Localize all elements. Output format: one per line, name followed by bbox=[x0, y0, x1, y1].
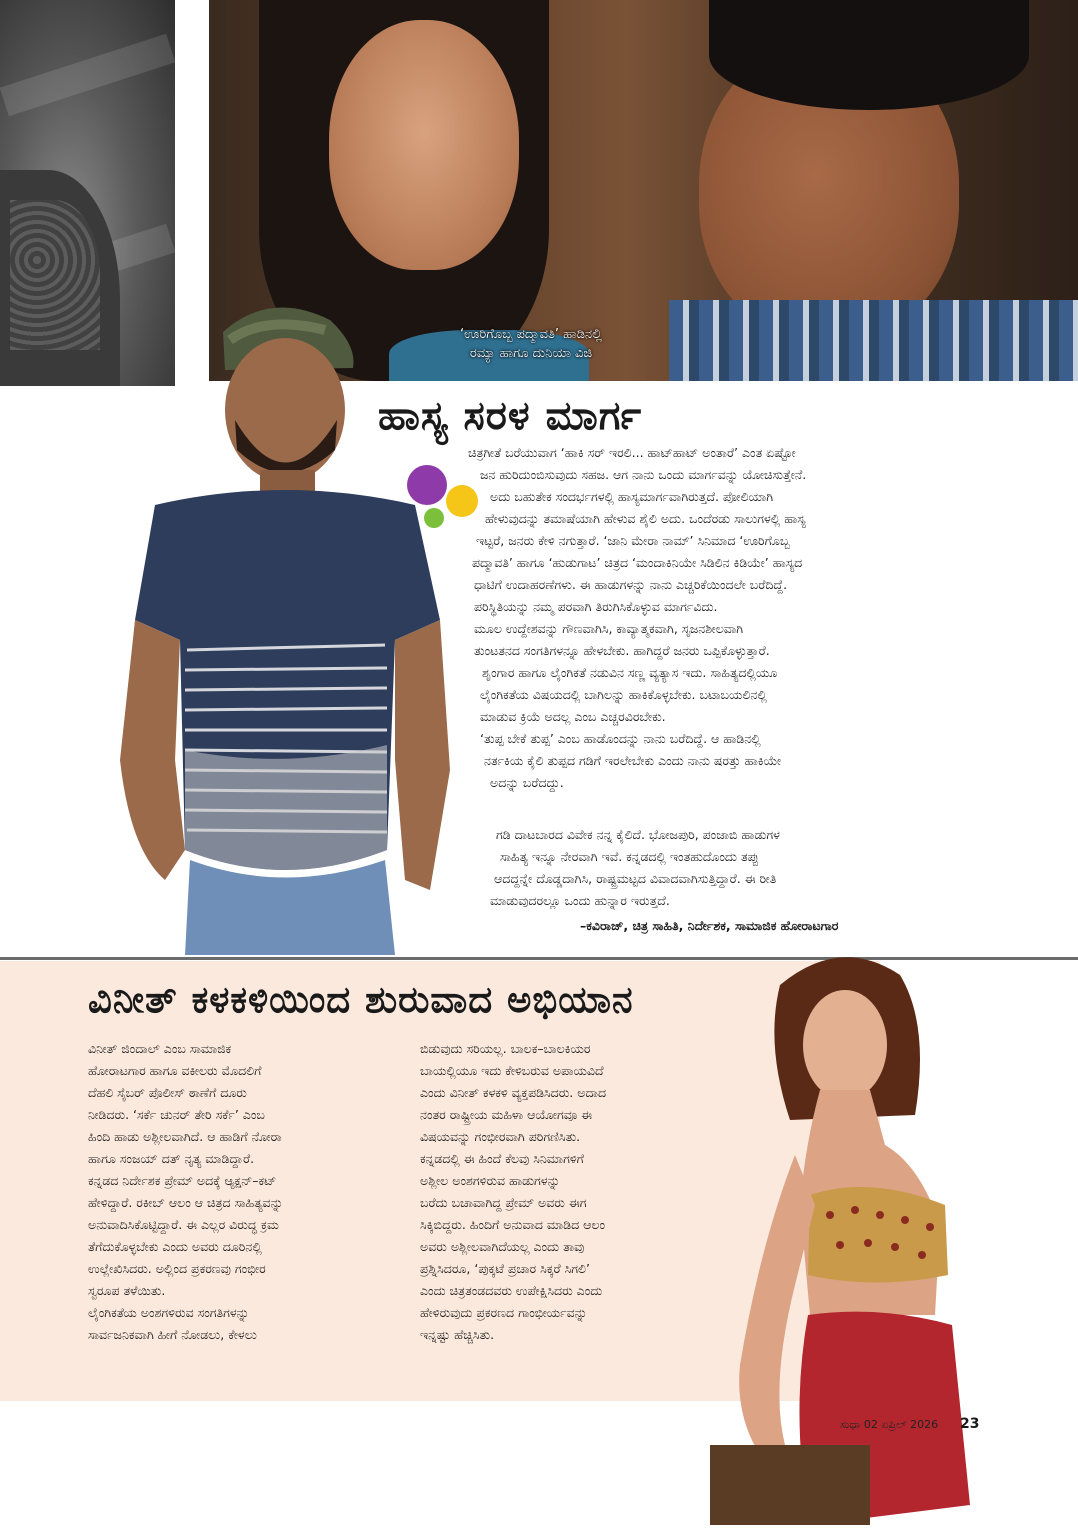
section1-line: ಲೈಂಗಿಕತೆಯ ವಿಷಯದಲ್ಲಿ ಬಾಗಿಲನ್ನು ಹಾಕಿಕೊಳ್ಳಬೇಕು. ಬಟಾಬಯಲಿನಲ್ಲಿ bbox=[480, 687, 767, 702]
section1-line: ಶೃಂಗಾರ ಹಾಗೂ ಲೈಂಗಿಕತೆ ನಡುವಿನ ಸಣ್ಣ ವ್ಯತ್ಯಾಸ ಇದು. ಸಾಹಿತ್ಯದಲ್ಲಿಯೂ bbox=[482, 665, 778, 680]
section1-line: ಪರಿಸ್ಥಿತಿಯನ್ನು ನಮ್ಮ ಪರವಾಗಿ ತಿರುಗಿಸಿಕೊಳ್ಳುವ ಮಾರ್ಗವಿದು. bbox=[474, 599, 718, 614]
section1-signature: –ಕವಿರಾಜ್, ಚಿತ್ರ ಸಾಹಿತಿ, ನಿರ್ದೇಶಕ, ಸಾಮಾಜಿಕ ಹೋರಾಟಗಾರ bbox=[580, 918, 839, 933]
section2-col2-line: ಎಂದು ಚಿತ್ರತಂಡದವರು ಉಪೇಕ್ಷಿಸಿದರು ಎಂದು bbox=[420, 1283, 603, 1298]
section2-col2-line: ಹೇಳಿರುವುದು ಪ್ರಕರಣದ ಗಾಂಭೀರ್ಯವನ್ನು bbox=[420, 1305, 588, 1320]
section2-col2-line: ಬಾಯಲ್ಲಿಯೂ ಇದು ಕೇಳಿಬರುವ ಅಪಾಯವಿದೆ bbox=[420, 1063, 604, 1078]
section2-col1-line: ಕನ್ನಡದ ನಿರ್ದೇಶಕ ಪ್ರೇಮ್ ಅದಕ್ಕೆ ಆ್ಯಕ್ಷನ್–ಕಟ್ bbox=[88, 1173, 277, 1188]
section2-col1-line: ಹೇಳಿದ್ದಾರೆ. ರಕೀಬ್ ಆಲಂ ಆ ಚಿತ್ರದ ಸಾಹಿತ್ಯವನ್ನು bbox=[88, 1195, 284, 1210]
author-figure bbox=[95, 290, 475, 955]
footer-issue: ಸುಧಾ 02 ಏಪ್ರಿಲ್ 2026 bbox=[840, 1418, 939, 1431]
section2-col1-line: ಸಾರ್ವಜನಿಕವಾಗಿ ಹೀಗೆ ನೋಡಲು, ಕೇಳಲು bbox=[88, 1327, 257, 1342]
section2-col1-line: ತೆಗೆದುಕೊಳ್ಳಬೇಕು ಎಂದು ಅವರು ದೂರಿನಲ್ಲಿ bbox=[88, 1239, 262, 1254]
section2-col1-line: ಹಾಗೂ ಸಂಜಯ್ ದತ್ ನೃತ್ಯ ಮಾಡಿದ್ದಾರೆ. bbox=[88, 1151, 255, 1166]
section1-line: ಮೂಲ ಉದ್ದೇಶವನ್ನು ಗೌಣವಾಗಿಸಿ, ಕಾವ್ಯಾತ್ಮಕವಾಗಿ, ಸೃಜನಶೀಲವಾಗಿ bbox=[474, 621, 744, 636]
caption-line-1: ‘ಊರಿಗೊಬ್ಬ ಪದ್ಮಾವತಿ’ ಹಾಡಿನಲ್ಲಿ bbox=[460, 327, 602, 342]
decorative-dots-icon bbox=[405, 463, 485, 533]
section2-col2-line: ನಂತರ ರಾಷ್ಟ್ರೀಯ ಮಹಿಳಾ ಆಯೋಗವೂ ಈ bbox=[420, 1107, 593, 1122]
section2-col1-line: ಹಿಂದಿ ಹಾಡು ಅಶ್ಲೀಲವಾಗಿದೆ. ಆ ಹಾಡಿಗೆ ನೋರಾ bbox=[88, 1129, 282, 1144]
section1-line: ಜನ ಹುರಿದುಂಬಿಸುವುದು ಸಹಜ. ಆಗ ನಾನು ಒಂದು ಮಾರ್ಗವನ್ನು ಯೋಚಿಸುತ್ತೇನೆ. bbox=[480, 467, 807, 482]
section1-line: ಅದು ಬಹುತೇಕ ಸಂದರ್ಭಗಳಲ್ಲಿ ಹಾಸ್ಯಮಾರ್ಗವಾಗಿರುತ್ತದೆ. ಪೋಲಿಯಾಗಿ bbox=[490, 489, 774, 504]
section2-col2-line: ಅವರು ಅಶ್ಲೀಲವಾಗಿದೆಯಲ್ಲ ಎಂದು ತಾವು bbox=[420, 1239, 585, 1254]
section2-col2-line: ಇನ್ನಷ್ಟು ಹೆಚ್ಚಿಸಿತು. bbox=[420, 1327, 495, 1342]
actress-photo bbox=[690, 945, 1078, 1525]
section1-line: ನರ್ತಕಿಯ ಕೈಲಿ ತುಪ್ಪದ ಗಡಿಗೆ ಇರಲೇಬೇಕು ಎಂದು ನಾನು ಷರತ್ತು ಹಾಕಿಯೇ bbox=[484, 753, 782, 768]
section2-col1-line: ದೆಹಲಿ ಸೈಬರ್ ಪೊಲೀಸ್ ಠಾಣೆಗೆ ದೂರು bbox=[88, 1085, 247, 1100]
section2-col1-line: ಲೈಂಗಿಕತೆಯ ಅಂಶಗಳಿರುವ ಸಂಗತಿಗಳನ್ನು bbox=[88, 1305, 250, 1320]
section1-line: ಅದನ್ನು ಬರೆದದ್ದು. bbox=[490, 775, 564, 790]
section2-col1-line: ನೀಡಿದರು. ‘ಸರ್ಕೆ ಚುನರ್ ತೇರಿ ಸರ್ಕೆ’ ಎಂಬ bbox=[88, 1107, 265, 1122]
section1-headline: ಹಾಸ್ಯ ಸರಳ ಮಾರ್ಗ bbox=[378, 392, 643, 439]
section2-col1-line: ಹೋರಾಟಗಾರ ಹಾಗೂ ವಕೀಲರು ಮೊದಲಿಗೆ bbox=[88, 1063, 262, 1078]
section1-line: ತುಂಟತನದ ಸಂಗತಿಗಳನ್ನೂ ಹೇಳಬೇಕು. ಹಾಗಿದ್ದರೆ ಜನರು ಒಪ್ಪಿಕೊಳ್ಳುತ್ತಾರೆ. bbox=[474, 643, 770, 658]
actress-figure bbox=[690, 945, 1078, 1525]
section1-line: ಪದ್ಮಾವತಿ’ ಹಾಗೂ ‘ಹುಡುಗಾಟ’ ಚಿತ್ರದ ‘ಮಂದಾಕಿನಿಯೇ ಸಿಡಿಲಿನ ಕಿಡಿಯೇ’ ಹಾಸ್ಯದ bbox=[472, 555, 803, 570]
section2-col1-line: ಅನುವಾದಿಸಿಕೊಟ್ಟಿದ್ದಾರೆ. ಈ ಎಲ್ಲರ ವಿರುದ್ಧ ಕ್ರಮ bbox=[88, 1217, 279, 1232]
section2-headline: ವಿನೀತ್ ಕಳಕಳಿಯಿಂದ ಶುರುವಾದ ಅಭಿಯಾನ bbox=[88, 977, 634, 1021]
section2-col2-line: ವಿಷಯವನ್ನು ಗಂಭೀರವಾಗಿ ಪರಿಗಣಿಸಿತು. bbox=[420, 1129, 581, 1144]
page-number: 23 bbox=[960, 1416, 980, 1432]
section2-col2-line: ಅಶ್ಲೀಲ ಅಂಶಗಳಿರುವ ಹಾಡುಗಳನ್ನು bbox=[420, 1173, 561, 1188]
section1-line: ಗಡಿ ದಾಟಬಾರದ ವಿವೇಕ ನನ್ನ ಕೈಲಿದೆ. ಭೋಜಪುರಿ, ಪಂಜಾಬಿ ಹಾಡುಗಳ bbox=[496, 827, 780, 842]
section1-line: ಹೇಳುವುದನ್ನು ತಮಾಷೆಯಾಗಿ ಹೇಳುವ ಶೈಲಿ ಅದು. ಒಂದೆರಡು ಸಾಲುಗಳಲ್ಲಿ ಹಾಸ್ಯ bbox=[485, 511, 806, 526]
section2-col2-line: ಎಂದು ವಿನೀತ್ ಕಳಕಳಿ ವ್ಯಕ್ತಪಡಿಸಿದರು. ಅದಾದ bbox=[420, 1085, 607, 1100]
woman-face bbox=[329, 20, 519, 270]
section1-line: ಇಟ್ಟರೆ, ಜನರು ಕೇಳಿ ನಗುತ್ತಾರೆ. ‘ಜಾನಿ ಮೇರಾ ನಾಮ್’ ಸಿನಿಮಾದ ‘ಊರಿಗೊಬ್ಬ bbox=[476, 533, 790, 548]
section1-line: ಮಾಡುವ ಕ್ರಿಯೆ ಅದಲ್ಲ ಎಂಬ ಎಚ್ಚರವಿರಬೇಕು. bbox=[480, 709, 666, 724]
section2-col2-line: ಸಿಕ್ಕಿಬಿದ್ದರು. ಹಿಂದಿಗೆ ಅನುವಾದ ಮಾಡಿದ ಆಲಂ bbox=[420, 1217, 606, 1232]
section2-col1-line: ಸ್ವರೂಪ ತಳೆಯಿತು. bbox=[88, 1283, 166, 1298]
section1-line: ಧಾಟಿಗೆ ಉದಾಹರಣೆಗಳು. ಈ ಹಾಡುಗಳನ್ನು ನಾನು ಎಚ್ಚರಿಕೆಯಿಂದಲೇ ಬರೆದಿದ್ದೆ. bbox=[474, 577, 788, 592]
section2-col2-line: ಕನ್ನಡದಲ್ಲಿ ಈ ಹಿಂದೆ ಕೆಲವು ಸಿನಿಮಾಗಳಿಗೆ bbox=[420, 1151, 584, 1166]
section1-line: ಮಾಡುವುದರಲ್ಲೂ ಒಂದು ಹುನ್ನಾರ ಇರುತ್ತದೆ. bbox=[490, 893, 670, 908]
section1-line: ‘ತುಪ್ಪ ಬೇಕೆ ತುಪ್ಪ’ ಎಂಬ ಹಾಡೊಂದನ್ನು ನಾನು ಬರೆದಿದ್ದೆ. ಆ ಹಾಡಿನಲ್ಲಿ bbox=[480, 731, 761, 746]
caption-line-2: ರಮ್ಯಾ ಹಾಗೂ ದುನಿಯಾ ವಿಜಿ bbox=[469, 346, 593, 361]
section2-col1-line: ಉಲ್ಲೇಖಿಸಿದರು. ಅಲ್ಲಿಂದ ಪ್ರಕರಣವು ಗಂಭೀರ bbox=[88, 1261, 266, 1276]
section1-line: ಆದದ್ದನ್ನೇ ದೊಡ್ಡದಾಗಿಸಿ, ರಾಷ್ಟ್ರಮಟ್ಟದ ವಿವಾದವಾಗಿಸುತ್ತಿದ್ದಾರೆ. ಈ ರೀತಿ bbox=[494, 871, 777, 886]
section2-col2-line: ಬರೆದು ಬಚಾವಾಗಿದ್ದ ಪ್ರೇಮ್ ಅವರು ಈಗ bbox=[420, 1195, 587, 1210]
author-photo bbox=[95, 290, 475, 955]
section2-col1-line: ವಿನೀತ್ ಜಿಂದಾಲ್ ಎಂಬ ಸಾಮಾಜಿಕ bbox=[88, 1041, 232, 1056]
section1-line: ಚಿತ್ರಗೀತೆ ಬರೆಯುವಾಗ ‘ಹಾಕಿ ಸರ್ ಇರಲಿ... ಹಾಟ್‌ಹಾಟ್ ಅಂತಾರೆ’ ಎಂತ ಏಷ್ಟೋ bbox=[468, 445, 796, 460]
section2-col2-line: ಬಿಡುವುದು ಸರಿಯಲ್ಲ. ಬಾಲಕ–ಬಾಲಕಿಯರ bbox=[420, 1041, 591, 1056]
section1-line: ಸಾಹಿತ್ಯ ಇನ್ನೂ ನೇರವಾಗಿ ಇವೆ. ಕನ್ನಡದಲ್ಲಿ ಇಂತಹುದೊಂದು ತಪ್ಪು bbox=[500, 849, 759, 864]
section2-col2-line: ಪ್ರಶ್ನಿಸಿದರೂ, ‘ಪುಕ್ಕಟೆ ಪ್ರಚಾರ ಸಿಕ್ಕರೆ ಸಿಗಲಿ’ bbox=[420, 1261, 590, 1276]
